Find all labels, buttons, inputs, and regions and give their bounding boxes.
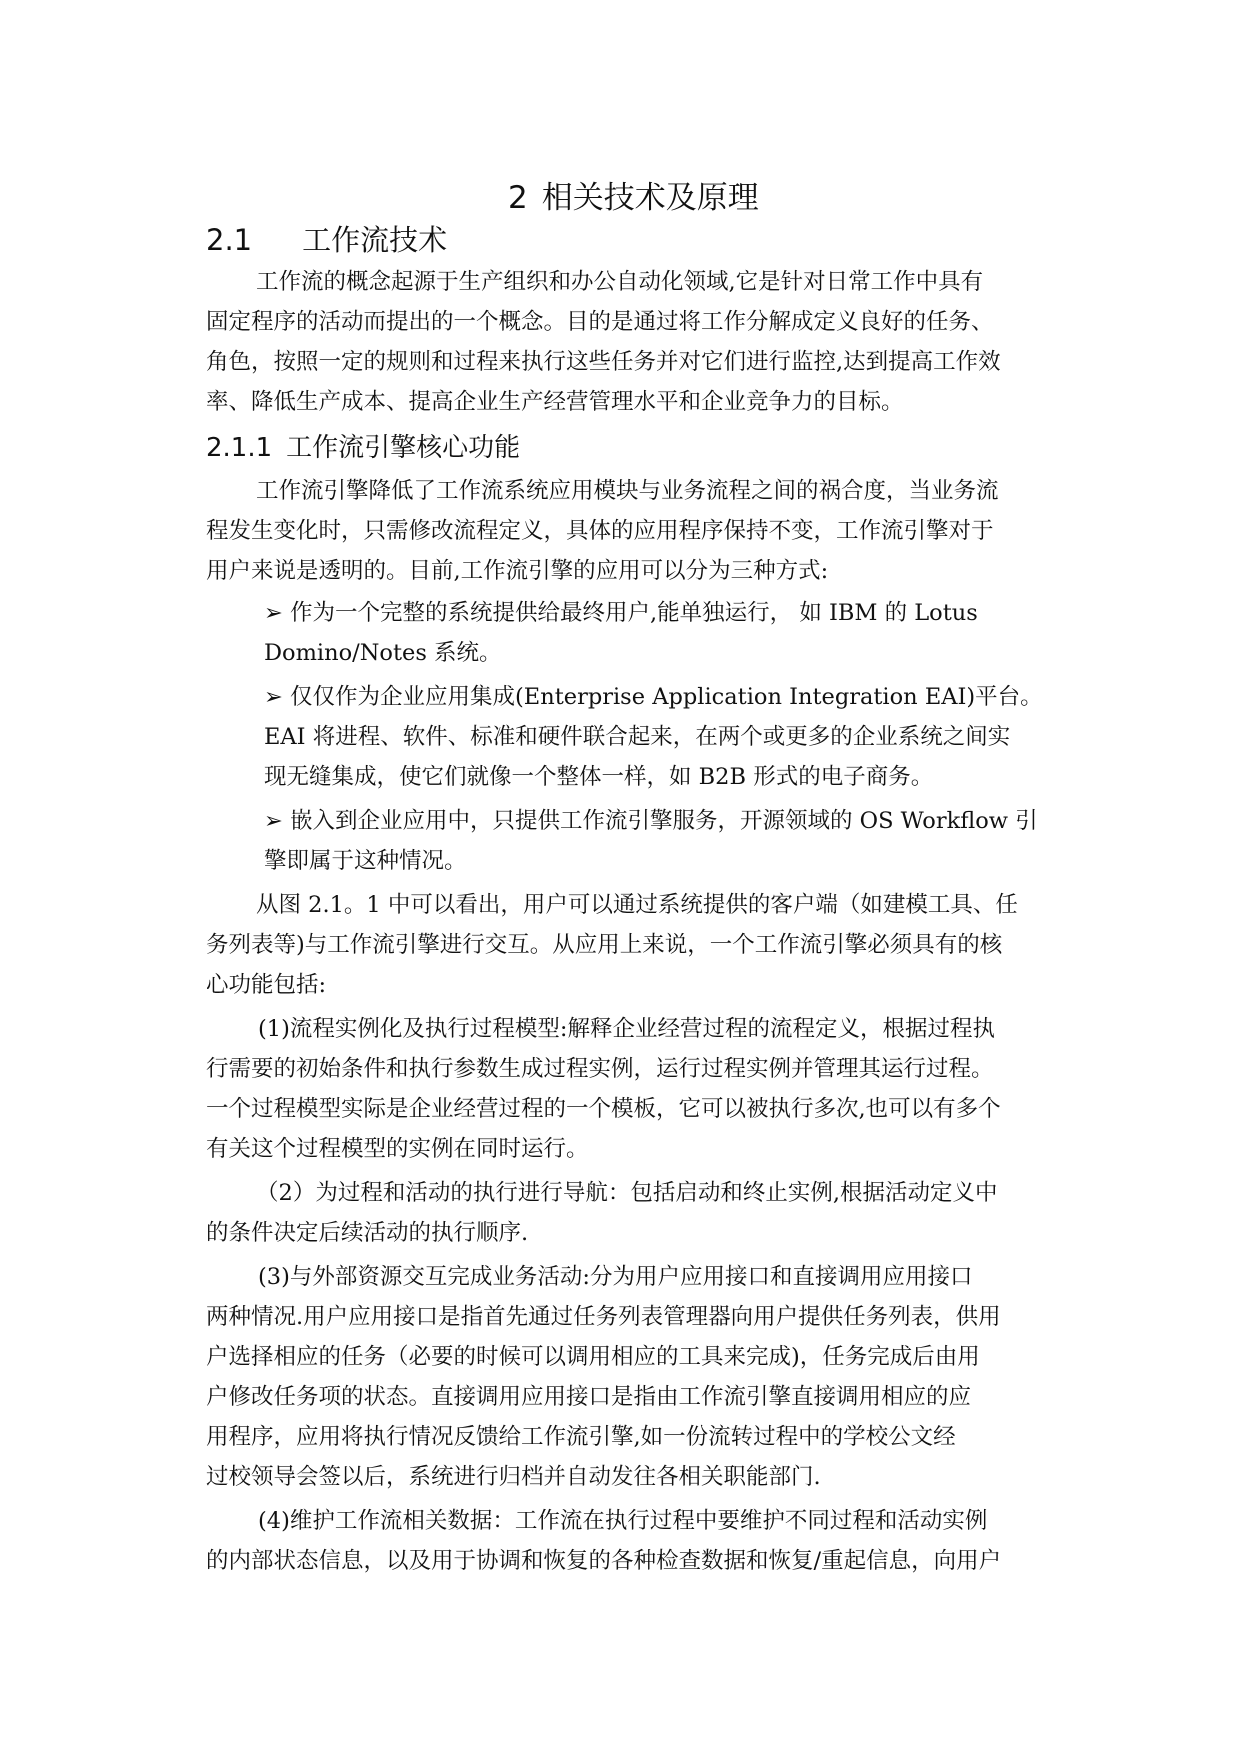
para2-line: 工作流引擎降低了工作流系统应用模块与业务流程之间的祸合度，当业务流: [256, 478, 999, 504]
item1-line: 有关这个过程模型的实例在同时运行。: [206, 1136, 589, 1162]
bullet-item: [264, 682, 1043, 712]
para3-line: 务列表等)与工作流引擎进行交互。从应用上来说，一个工作流引擎必须具有的核: [206, 932, 1003, 958]
bullet-continuation: 现无缝集成，使它们就像一个整体一样，如 B2B 形式的电子商务。: [264, 764, 934, 790]
item2-line: 的条件决定后续活动的执行顺序.: [206, 1220, 529, 1246]
bullet-continuation: EAI 将进程、软件、标准和硬件联合起来，在两个或更多的企业系统之间实: [264, 724, 1011, 750]
bullet-arrow-icon: ➢: [264, 808, 283, 834]
bullet-text: 仅仅作为企业应用集成(Enterprise Application Integration EAI)平台。: [290, 684, 1043, 710]
chapter-heading: [508, 178, 759, 218]
item3-line: (3)与外部资源交互完成业务活动:分为用户应用接口和直接调用应用接口: [258, 1264, 973, 1290]
bullet-item: [264, 598, 978, 628]
bullet-text: 作为一个完整的系统提供给最终用户,能单独运行， 如 IBM 的 Lotus: [290, 600, 978, 626]
item3-line: 两种情况.用户应用接口是指首先通过任务列表管理器向用户提供任务列表，供用: [206, 1304, 1001, 1330]
subsection-title: 工作流引擎核心功能: [286, 433, 521, 463]
section-heading: [206, 221, 447, 259]
section-number: 2.1: [206, 223, 253, 257]
para3-line: 心功能包括:: [206, 972, 327, 998]
item3-line: 用程序，应用将执行情况反馈给工作流引擎,如一份流转过程中的学校公文经: [206, 1424, 956, 1450]
para2-line: 程发生变化时，只需修改流程定义，具体的应用程序保持不变，工作流引擎对于: [206, 518, 994, 544]
para2-line: 用户来说是透明的。目前,工作流引擎的应用可以分为三种方式:: [206, 558, 829, 584]
para1-line: 固定程序的活动而提出的一个概念。目的是通过将工作分解成定义良好的任务、: [206, 309, 994, 335]
bullet-text: 嵌入到企业应用中，只提供工作流引擎服务，开源领域的 OS Workflow 引: [290, 808, 1038, 834]
item3-line: 户修改任务项的状态。直接调用应用接口是指由工作流引擎直接调用相应的应: [206, 1384, 972, 1410]
bullet-arrow-icon: ➢: [264, 684, 283, 710]
bullet-continuation: Domino/Notes 系统。: [264, 640, 502, 666]
item2-line: （2）为过程和活动的执行进行导航：包括启动和终止实例,根据活动定义中: [256, 1180, 998, 1206]
bullet-arrow-icon: ➢: [264, 600, 283, 626]
section-title: 工作流技术: [302, 223, 448, 257]
para1-line: 工作流的概念起源于生产组织和办公自动化领域,它是针对日常工作中具有: [256, 269, 984, 295]
para1-line: 角色，按照一定的规则和过程来执行这些任务并对它们进行监控,达到提高工作效: [206, 349, 1001, 375]
item1-line: (1)流程实例化及执行过程模型:解释企业经营过程的流程定义，根据过程执: [258, 1016, 995, 1042]
bullet-continuation: 擎即属于这种情况。: [264, 848, 467, 874]
item1-line: 一个过程模型实际是企业经营过程的一个模板，它可以被执行多次,也可以有多个: [206, 1096, 1001, 1122]
subsection-number: 2.1.1: [206, 433, 273, 463]
para1-line: 率、降低生产成本、提高企业生产经营管理水平和企业竞争力的目标。: [206, 389, 904, 415]
subsection-heading: [206, 431, 520, 465]
item3-line: 户选择相应的任务（必要的时候可以调用相应的工具来完成)，任务完成后由用: [206, 1344, 980, 1370]
bullet-item: [264, 806, 1038, 836]
para3-line: 从图 2.1。1 中可以看出，用户可以通过系统提供的客户端（如建模工具、任: [256, 892, 1018, 918]
chapter-number: 2: [508, 180, 528, 216]
item4-line: 的内部状态信息，以及用于协调和恢复的各种检查数据和恢复/重起信息，向用户: [206, 1548, 1002, 1574]
chapter-title: 相关技术及原理: [541, 180, 759, 216]
item1-line: 行需要的初始条件和执行参数生成过程实例，运行过程实例并管理其运行过程。: [206, 1056, 994, 1082]
item4-line: (4)维护工作流相关数据：工作流在执行过程中要维护不同过程和活动实例: [258, 1508, 988, 1534]
item3-line: 过校领导会签以后，系统进行归档并自动发往各相关职能部门.: [206, 1464, 821, 1490]
